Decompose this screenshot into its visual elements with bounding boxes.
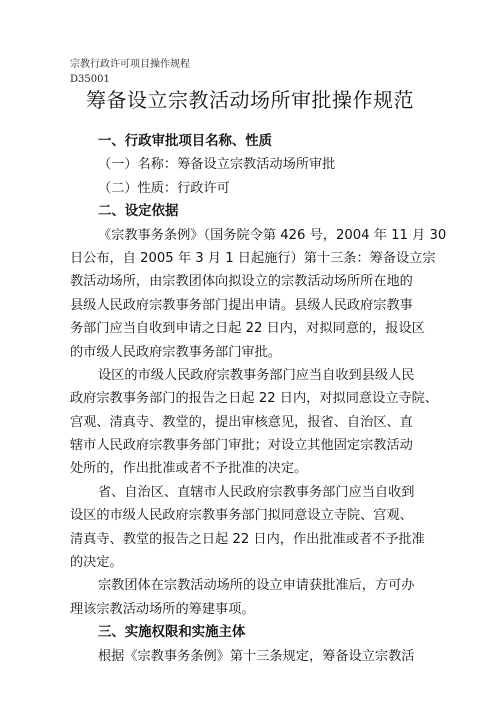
- body-text-line: 县级人民政府宗教事务部门提出申请。县级人民政府宗教事: [70, 297, 413, 313]
- body-text-line: （二）性质：行政许可: [98, 180, 230, 196]
- body-text-line: 政府宗教事务部门的报告之日起 22 日内，对拟同意设立寺院、: [70, 391, 439, 407]
- body-text-line: 日公布，自 2005 年 3 月 1 日起施行）第十三条：筹备设立宗: [70, 250, 436, 266]
- section-heading: 三、实施权限和实施主体: [98, 625, 246, 641]
- body-text-line: 省、自治区、直辖市人民政府宗教事务部门应当自收到: [98, 484, 415, 500]
- body-text-line: 设区的市级人民政府宗教事务部门应当自收到县级人民: [98, 367, 415, 383]
- body-text-line: 根据《宗教事务条例》第十三条规定，筹备设立宗教活: [98, 648, 415, 664]
- document-title: 筹备设立宗教活动场所审批操作规范: [86, 88, 414, 112]
- body-text-line: 的决定。: [70, 555, 123, 571]
- section-heading: 二、设定依据: [98, 204, 179, 220]
- body-text-line: 教活动场所，由宗教团体向拟设立的宗教活动场所所在地的: [70, 274, 413, 290]
- document-body: [70, 130, 447, 668]
- body-text-line: 的市级人民政府宗教事务部门审批。: [70, 344, 281, 360]
- body-text-line: 《宗教事务条例》（国务院令第 426 号，2004 年 11 月 30: [98, 227, 447, 243]
- body-text-line: 宫观、清真寺、教堂的，提出审核意见，报省、自治区、直: [70, 414, 413, 430]
- body-text-line: 宗教团体在宗教活动场所的设立申请获批准后，方可办: [98, 578, 415, 594]
- header-doc-series: 宗教行政许可项目操作规程: [70, 59, 190, 70]
- body-text-line: 清真寺、教堂的报告之日起 22 日内，作出批准或者不予批准: [70, 531, 425, 547]
- body-text-line: 务部门应当自收到申请之日起 22 日内，对拟同意的，报设区: [70, 321, 425, 337]
- section-heading: 一、行政审批项目名称、性质: [98, 134, 273, 149]
- body-text-line: 处所的，作出批准或者不予批准的决定。: [70, 461, 308, 477]
- body-text-line: （一）名称：筹备设立宗教活动场所审批: [98, 157, 336, 173]
- body-text-line: 辖市人民政府宗教事务部门审批；对设立其他固定宗教活动: [70, 438, 413, 454]
- body-text-line: 理该宗教活动场所的筹建事项。: [70, 601, 255, 617]
- body-text-line: 设区的市级人民政府宗教事务部门拟同意设立寺院、宫观、: [70, 508, 413, 524]
- header-doc-code: D35001: [70, 74, 110, 85]
